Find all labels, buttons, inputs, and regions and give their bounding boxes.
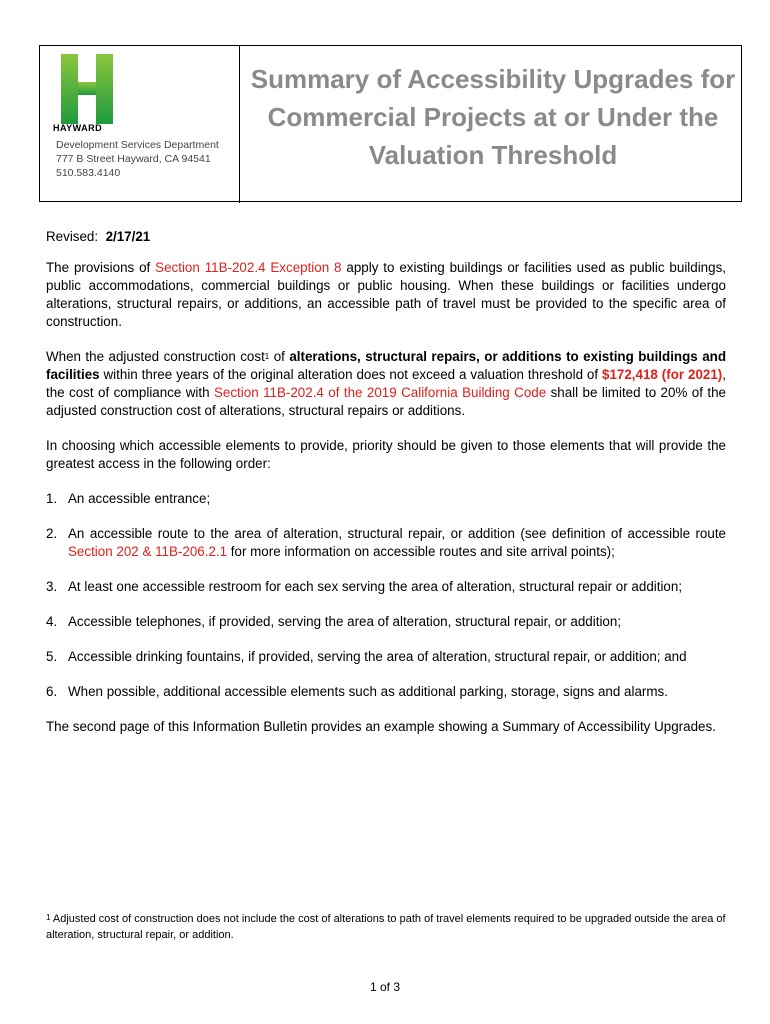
list-number: 1.	[46, 491, 58, 506]
list-number: 5.	[46, 649, 58, 664]
hayward-logo-icon	[57, 52, 117, 124]
department-address: 777 B Street Hayward, CA 94541	[56, 153, 211, 165]
list-text: for more information on accessible routes and site arrival points);	[227, 544, 615, 559]
text: When the adjusted construction cost	[46, 349, 265, 364]
text: within three years of the original alteration does not exceed a valuation threshold of	[99, 367, 603, 382]
list-text: An accessible entrance;	[68, 491, 211, 506]
department-info	[56, 138, 219, 180]
logo-wordmark: HAYWARD	[53, 123, 103, 133]
list-item	[46, 525, 726, 561]
footnote-text: Adjusted cost of construction does not include the cost of alterations to path of travel elements required to be upgraded outside the area of alteration, structural repair, or addition.	[46, 913, 726, 941]
list-item	[46, 490, 726, 508]
document-body	[46, 228, 726, 736]
list-text: An accessible route to the area of alteration, structural repair, or addition (see definition of accessible route	[68, 526, 726, 541]
cbc-section-link[interactable]: Section 11B-202.4 of the 2019 California Building Code	[213, 385, 547, 400]
page-number: 1 of 3	[369, 980, 401, 994]
list-item	[46, 683, 726, 701]
header-divider	[239, 46, 240, 203]
paragraph-priority: In choosing which accessible elements to provide, priority should be given to those elements that will provide the greatest access in the following order:	[46, 438, 726, 471]
section-202-link[interactable]: Section 202 & 11B-206.2.1	[68, 544, 228, 559]
threshold-amount: $172,418 (for 2021)	[602, 367, 723, 382]
text: apply to existing buildings or facilities used as public buildings, public accommodations, commercial buildings or public housing. When these buildings or facilities undergo alterations, structural repairs, or additions, an accessible path of travel must be provided to the specific area of construction.	[46, 260, 726, 329]
list-text: When possible, additional accessible elements such as additional parking, storage, signs and alarms.	[68, 684, 668, 699]
list-text: Accessible drinking fountains, if provided, serving the area of alteration, structural repair, or addition; and	[68, 649, 687, 664]
list-number: 2.	[46, 526, 58, 541]
revised-date	[46, 228, 726, 246]
department-name: Development Services Department	[56, 139, 219, 151]
text: The provisions of	[46, 260, 156, 275]
list-item	[46, 578, 726, 596]
title-line-1: Summary of Accessibility Upgrades for	[250, 64, 736, 94]
list-number: 6.	[46, 684, 58, 699]
priority-list	[46, 490, 726, 701]
page-title	[247, 60, 739, 174]
footnote	[46, 911, 726, 943]
list-number: 3.	[46, 579, 58, 594]
list-item	[46, 613, 726, 631]
bold-text: alterations, structural repairs, or additions to existing buildings and facilities	[46, 349, 726, 382]
revised-label: Revised:	[46, 229, 99, 244]
list-text: Accessible telephones, if provided, serving the area of alteration, structural repair, or addition;	[68, 614, 622, 629]
list-item	[46, 648, 726, 666]
section-11b-202-4-link[interactable]: Section 11B-202.4 Exception 8	[155, 260, 342, 275]
footnote-number: 1	[46, 913, 51, 922]
paragraph-provisions	[46, 259, 726, 331]
list-number: 4.	[46, 614, 58, 629]
text: shall be limited to 20% of the adjusted construction cost of alterations, structural repairs or additions.	[46, 385, 726, 418]
list-text: At least one accessible restroom for each sex serving the area of alteration, structural repair or addition;	[68, 579, 683, 594]
paragraph-second-page: The second page of this Information Bulletin provides an example showing a Summary of Accessibility Upgrades.	[46, 719, 716, 734]
department-phone: 510.583.4140	[56, 167, 121, 179]
text: of	[269, 349, 290, 364]
paragraph-threshold	[46, 348, 726, 420]
header-box	[39, 45, 742, 202]
title-line-2: Commercial Projects at or Under the	[267, 102, 719, 132]
footnote-ref: 1	[264, 352, 270, 361]
revised-value: 2/17/21	[105, 229, 151, 244]
text: , the cost of compliance with	[46, 367, 726, 400]
title-line-3: Valuation Threshold	[368, 140, 618, 170]
